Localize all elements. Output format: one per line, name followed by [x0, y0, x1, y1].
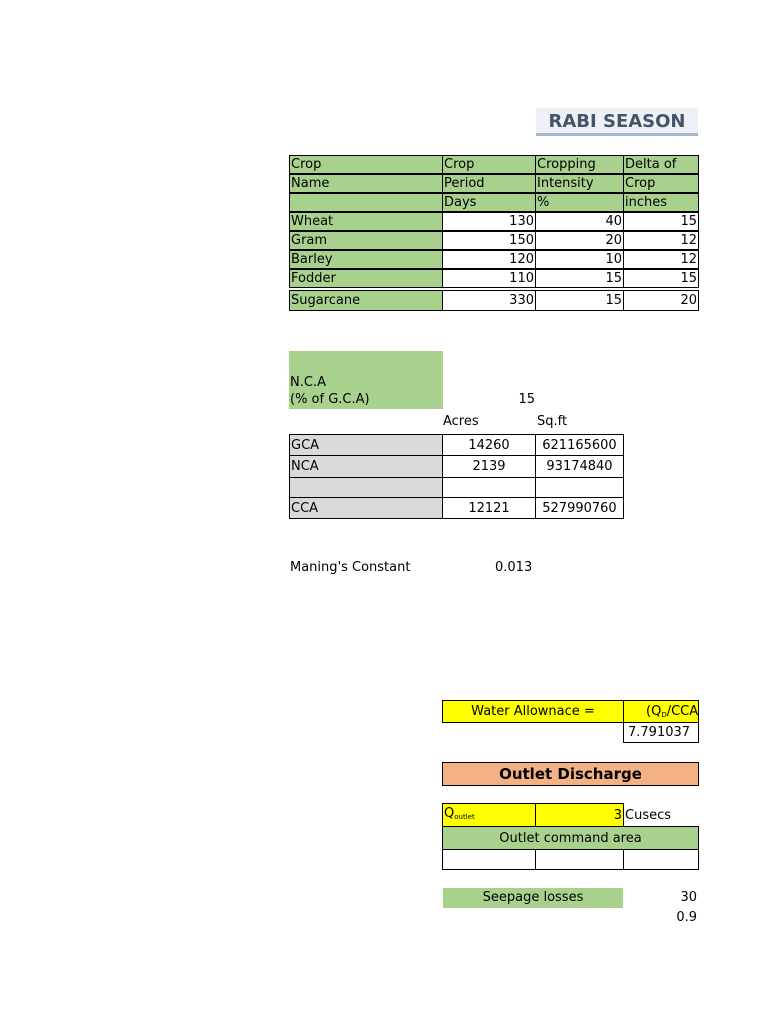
crop-intensity-cell[interactable]: 20 [535, 231, 624, 250]
crop-delta-cell[interactable]: 15 [623, 212, 699, 231]
area-acres-cca[interactable]: 12121 [442, 497, 536, 519]
area-acres-empty[interactable] [442, 477, 536, 498]
header-intensity-1[interactable]: Cropping [535, 155, 624, 174]
crop-delta-cell[interactable]: 12 [623, 231, 699, 250]
header-crop-period-1[interactable]: Crop [442, 155, 536, 174]
header-intensity-3[interactable]: % [535, 193, 624, 212]
crop-intensity-cell[interactable]: 15 [535, 290, 624, 311]
header-crop-period-2[interactable]: Period [442, 174, 536, 193]
area-label-nca[interactable]: NCA [289, 455, 443, 478]
outlet-command-area-label[interactable]: Outlet command area [442, 826, 699, 850]
crop-name-cell[interactable]: Fodder [289, 269, 443, 288]
seepage-value[interactable]: 30 [680, 890, 697, 905]
water-allowance-value[interactable]: 7.791037 [623, 722, 699, 743]
col-sqft-header: Sq.ft [537, 414, 568, 429]
crop-delta-cell[interactable]: 15 [623, 269, 699, 288]
area-sqft-nca[interactable]: 93174840 [535, 455, 624, 478]
crop-name-cell[interactable]: Gram [289, 231, 443, 250]
area-sqft-empty[interactable] [535, 477, 624, 498]
crop-name-cell[interactable]: Sugarcane [289, 290, 443, 311]
seepage-factor[interactable]: 0.9 [676, 910, 697, 925]
area-sqft-gca[interactable]: 621165600 [535, 434, 624, 456]
area-label-gca[interactable]: GCA [289, 434, 443, 456]
q-outlet-label[interactable] [442, 803, 536, 827]
crop-name-cell[interactable]: Barley [289, 250, 443, 269]
area-acres-gca[interactable]: 14260 [442, 434, 536, 456]
header-crop-name-2[interactable]: Name [289, 174, 443, 193]
header-crop-period-3[interactable]: Days [442, 193, 536, 212]
crop-period-cell[interactable]: 110 [442, 269, 536, 288]
header-delta-3[interactable]: inches [623, 193, 699, 212]
q-outlet-value[interactable]: 3 [535, 803, 624, 827]
formula-prefix: (Q [646, 704, 662, 719]
crop-delta-cell[interactable]: 20 [623, 290, 699, 311]
nca-value[interactable]: 15 [518, 392, 535, 407]
header-delta-1[interactable]: Delta of [623, 155, 699, 174]
water-allowance-formula[interactable] [623, 700, 699, 723]
crop-period-cell[interactable]: 120 [442, 250, 536, 269]
nca-label-line1: N.C.A [290, 375, 326, 390]
nca-label-cell[interactable] [289, 351, 443, 409]
crop-intensity-cell[interactable]: 40 [535, 212, 624, 231]
header-crop-name-1[interactable]: Crop [289, 155, 443, 174]
crop-period-cell[interactable]: 330 [442, 290, 536, 311]
crop-intensity-cell[interactable]: 15 [535, 269, 624, 288]
area-sqft-cca[interactable]: 527990760 [535, 497, 624, 519]
crop-name-cell[interactable]: Wheat [289, 212, 443, 231]
header-delta-2[interactable]: Crop [623, 174, 699, 193]
crop-period-cell[interactable]: 130 [442, 212, 536, 231]
area-label-empty[interactable] [289, 477, 443, 498]
formula-suffix: /CCA [666, 704, 699, 719]
header-intensity-2[interactable]: Intensity [535, 174, 624, 193]
area-acres-nca[interactable]: 2139 [442, 455, 536, 478]
formula-subscript: D [661, 711, 667, 719]
command-area-cell-2[interactable] [535, 849, 624, 870]
crop-period-cell[interactable]: 150 [442, 231, 536, 250]
seepage-label[interactable]: Seepage losses [443, 888, 623, 908]
command-area-cell-1[interactable] [442, 849, 536, 870]
command-area-cell-3[interactable] [623, 849, 699, 870]
crop-intensity-cell[interactable]: 10 [535, 250, 624, 269]
outlet-discharge-heading[interactable]: Outlet Discharge [442, 762, 699, 786]
q-outlet-unit: Cusecs [625, 808, 672, 823]
q-subscript: outlet [454, 813, 475, 821]
header-crop-name-3[interactable] [289, 193, 443, 212]
manning-value[interactable]: 0.013 [495, 560, 533, 575]
area-label-cca[interactable]: CCA [289, 497, 443, 519]
crop-delta-cell[interactable]: 12 [623, 250, 699, 269]
manning-label: Maning's Constant [290, 560, 411, 575]
nca-label-line2: (% of G.C.A) [290, 392, 370, 407]
col-acres-header: Acres [443, 414, 479, 429]
sheet-title: RABI SEASON [536, 108, 698, 136]
water-allowance-label[interactable]: Water Allownace = [442, 700, 624, 723]
q-symbol: Q [444, 806, 455, 821]
